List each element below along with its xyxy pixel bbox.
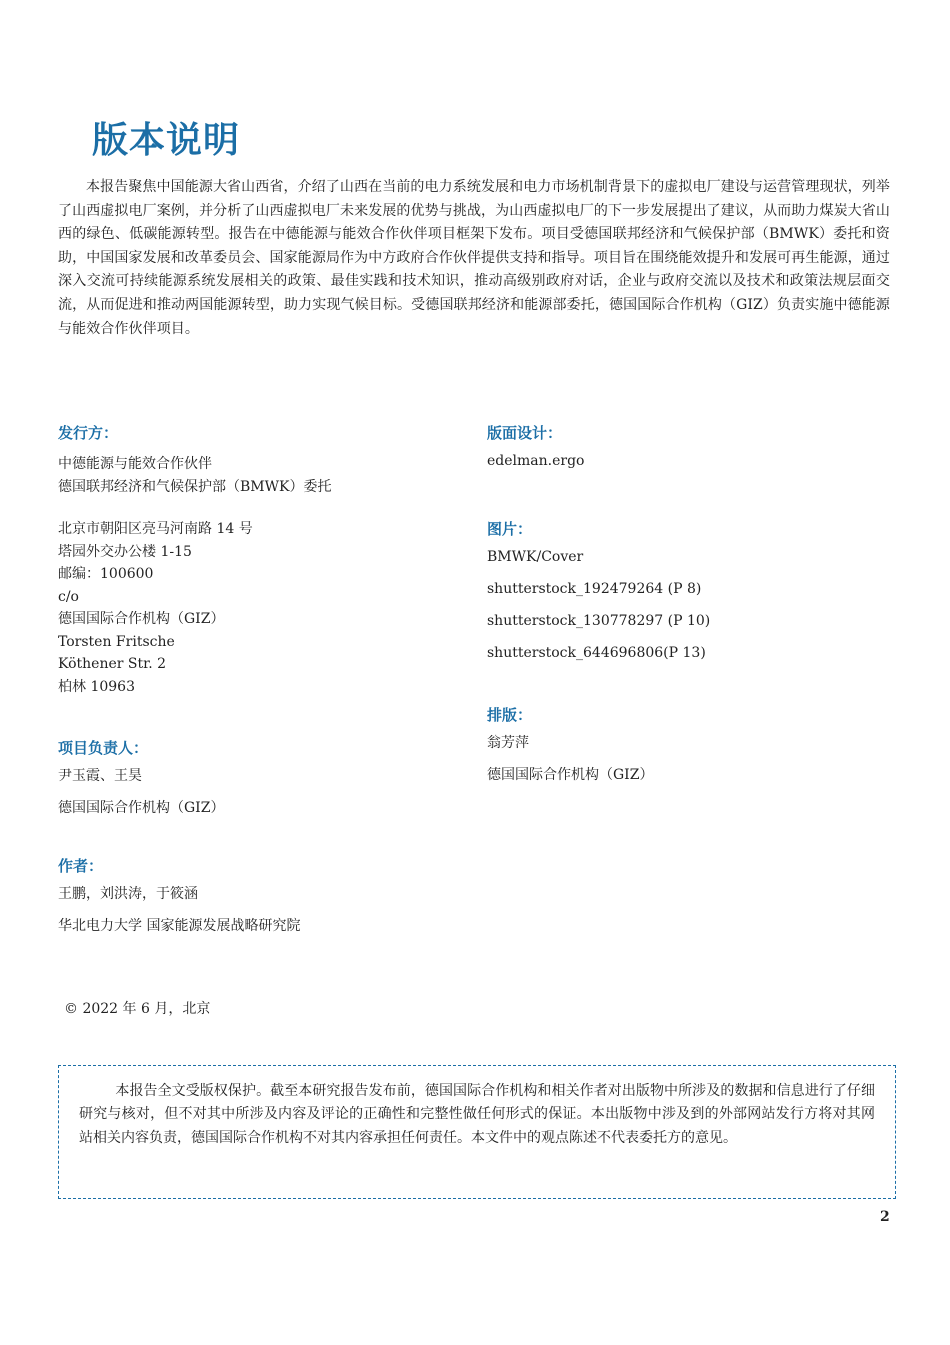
images-heading: 图片： (487, 520, 533, 538)
publisher-heading: 发行方： (58, 424, 119, 442)
right-column (487, 421, 887, 791)
author-line: 华北电力大学 国家能源发展战略研究院 (58, 918, 301, 934)
page-number: 2 (880, 1209, 890, 1225)
image-credit-line: shutterstock_130778297 (P 10) (487, 613, 711, 629)
address-line: 邮编：100600 (58, 566, 154, 582)
address-line: 德国国际合作机构（GIZ） (58, 611, 225, 627)
project-lead-section (58, 736, 458, 824)
copyright-line: © 2022 年 6 月，北京 (64, 1001, 211, 1017)
project-lead-line: 尹玉霞、王昊 (58, 768, 142, 784)
address-line: 柏林 10963 (58, 678, 135, 695)
publisher-line: 德国联邦经济和气候保护部（BMWK）委托 (58, 478, 332, 495)
publisher-line: 中德能源与能效合作伙伴 (58, 456, 212, 472)
authors-section (58, 854, 458, 942)
left-column (58, 421, 458, 942)
intro-paragraph: 本报告聚焦中国能源大省山西省，介绍了山西在当前的电力系统发展和电力市场机制背景下的虚拟电厂建设与运营管理现状，列举了山西虚拟电厂案例，并分析了山西虚拟电厂未来发展的优势与挑战，为山西虚拟电厂的下一步发展提出了建议，从而助力煤炭大省山西的绿色、低碳能源转型。报告在中德能源与能效合作伙伴项目框架下发布。项目受德国联邦经济和气候保护部（BMWK）委托和资助，中国国家发展和改革委员会、国家能源局作为中方政府合作伙伴提供支持和指导。项目旨在围绕能效提升和发展可再生能源，通过深入交流可持续能源系统发展相关的政策、最佳实践和技术知识，推动高级别政府对话，企业与政府交流以及技术和政策法规层面交流，从而促进和推动两国能源转型，助力实现气候目标。受德国联邦经济和能源部委托，德国国际合作机构（GIZ）负责实施中德能源与能效合作伙伴项目。 (58, 179, 890, 337)
typesetting-heading: 排版： (487, 706, 533, 724)
image-credit-line: shutterstock_192479264 (P 8) (487, 581, 702, 597)
typesetting-line: 德国国际合作机构（GIZ） (487, 767, 654, 783)
address-line: 塔园外交办公楼 1-15 (58, 543, 192, 560)
address-line: Torsten Fritsche (58, 633, 175, 650)
typesetting-line: 翁芳萍 (487, 735, 529, 751)
publisher-section (58, 421, 458, 698)
image-credit-line: BMWK/Cover (487, 549, 584, 565)
design-line: edelman.ergo (487, 453, 585, 469)
typesetting-section (487, 703, 887, 791)
design-section (487, 421, 887, 477)
disclaimer-box (58, 1065, 896, 1199)
project-lead-line: 德国国际合作机构（GIZ） (58, 800, 225, 816)
image-credit-line: shutterstock_644696806(P 13) (487, 645, 706, 661)
address-line: Köthener Str. 2 (58, 656, 167, 672)
author-line: 王鹏，刘洪涛，于筱涵 (58, 886, 198, 902)
images-section (487, 517, 887, 669)
design-heading: 版面设计： (487, 424, 563, 442)
authors-heading: 作者： (58, 857, 104, 875)
project-lead-heading: 项目负责人： (58, 739, 149, 757)
disclaimer-text: 本报告全文受版权保护。截至本研究报告发布前，德国国际合作机构和相关作者对出版物中所涉及的数据和信息进行了仔细研究与核对，但不对其中所涉及内容及评论的正确性和完整性做任何形式的保证。本出版物中涉及到的外部网站发行方将对其网站相关内容负责，德国国际合作机构不对其内容承担任何责任。本文件中的观点陈述不代表委托方的意见。 (79, 1083, 875, 1146)
address-line: c/o (58, 588, 79, 605)
page-title: 版本说明 (92, 120, 241, 161)
address-line: 北京市朝阳区亮马河南路 14 号 (58, 521, 253, 537)
